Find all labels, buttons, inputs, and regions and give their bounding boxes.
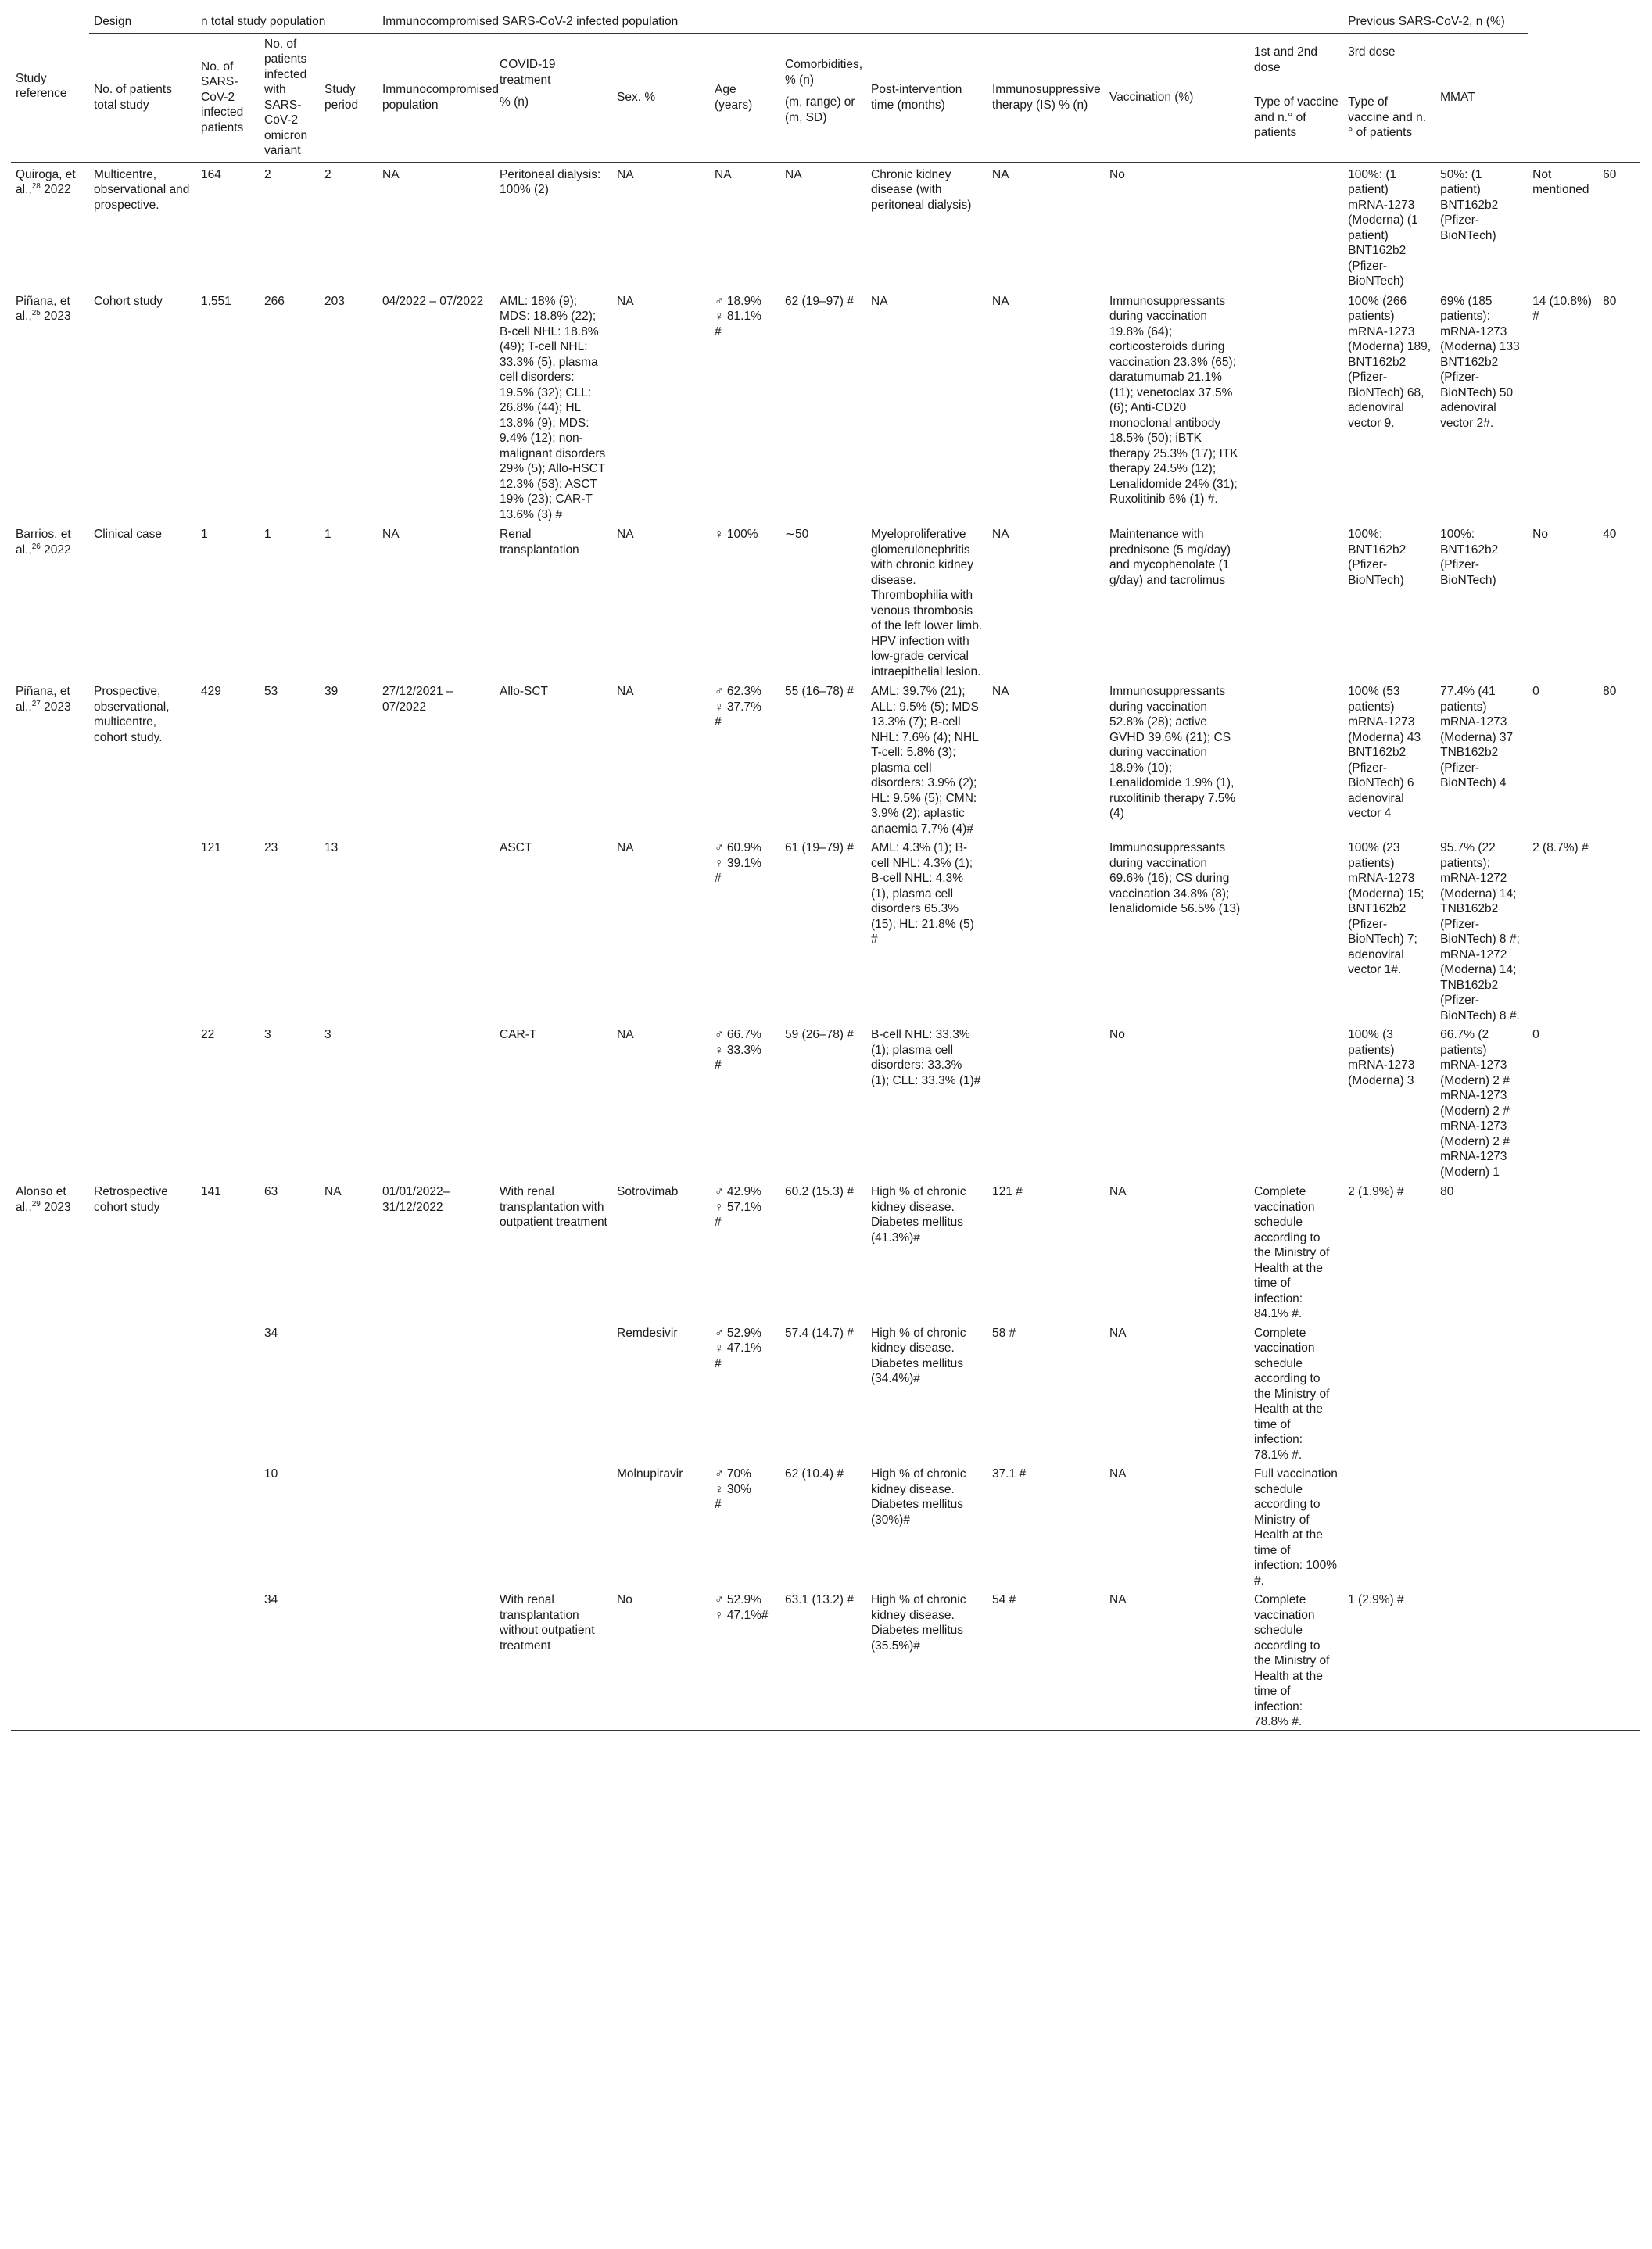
cell-dose-3: 80 [1440,1185,1454,1198]
col-immunosuppressive: Immunosuppressive therapy (IS) % (n) [992,83,1101,112]
cell-treatment: No [617,1593,632,1606]
cell-dose-1-2: 1 (2.9%) # [1348,1593,1404,1606]
cell-mmat-score: 60 [1603,167,1617,181]
study-ref-citation: 29 [31,1199,41,1209]
cell-age: 55 (16–78) # [785,685,854,698]
cell-period: NA [382,167,400,181]
cell-population: ASCT [500,841,532,854]
cell-omicron [320,1322,378,1463]
cell-population: Allo-SCT [500,685,549,698]
cell-omicron [320,1588,378,1730]
cell-comorbidities: Chronic kidney disease (with peritoneal dialysis) [871,167,972,212]
cell-dose-1-2: 2 (1.9%) # [1348,1185,1404,1198]
cell-period: 04/2022 – 07/2022 [382,294,484,308]
study-ref-text: Piñana, et al., [16,294,70,323]
cell-mmat: 0 [1532,685,1539,698]
cell-infected: 34 [264,1593,278,1606]
table-body [11,162,1640,1730]
cell-post-intervention: 121 # [992,1185,1023,1198]
cell-design [89,1023,196,1180]
table-header [11,11,1640,162]
table-row [11,162,1640,289]
cell-vaccination [1249,1023,1343,1180]
cell-vaccination [1249,522,1343,679]
study-ref-year: 2023 [40,700,71,714]
cell-mmat-score [1598,1463,1640,1588]
cell-age: 62 (10.4) # [785,1467,844,1481]
col-vaccination: Vaccination (%) [1109,90,1194,104]
cell-population: CAR-T [500,1028,537,1041]
cell-sex: ♂ 52.9% ♀ 47.1%# [715,1593,769,1622]
cell-omicron: 39 [324,685,339,698]
cell-total [196,1322,260,1463]
cell-population: Renal transplantation [500,528,579,557]
cell-sex: ♂ 66.7% ♀ 33.3% # [715,1028,761,1072]
cell-design [89,836,196,1023]
table-row [11,522,1640,679]
cell-omicron: NA [324,1185,342,1198]
cell-post-intervention: NA [992,685,1009,698]
col-previous-group: Previous SARS-CoV-2, n (%) [1343,11,1528,33]
cell-immunosuppressive: Maintenance with prednisone (5 mg/day) and mycophenolate (1 g/day) and tacrolimus [1109,528,1231,587]
cell-treatment: NA [617,1028,634,1041]
cell-design: Cohort study [94,294,163,308]
cell-period [378,1023,495,1180]
study-ref-year: 2023 [40,1200,71,1214]
col-dose-3-sub: Type of vaccine and n.° of patients [1348,95,1427,140]
col-n-total-group: n total study population [196,11,378,33]
cell-dose-3 [1435,1322,1528,1463]
col-study-period: Study period [324,83,359,112]
cell-mmat-score [1598,1180,1640,1322]
cell-period [378,1588,495,1730]
study-ref-year: 2022 [40,543,71,557]
cell-mmat-score [1598,836,1640,1023]
cell-mmat-score [1598,1023,1640,1180]
cell-population [495,1463,612,1588]
cell-comorbidities: High % of chronic kidney disease. Diabetes mellitus (35.5%)# [871,1593,966,1653]
cell-study-reference [11,522,89,679]
cell-immunosuppressive: NA [1109,1593,1127,1606]
cell-design: Multicentre, observational and prospective. [94,167,190,212]
study-ref-text: Barrios, et al., [16,528,71,557]
cell-sex: ♂ 62.3% ♀ 37.7% # [715,685,761,729]
col-study-reference: Study reference [16,71,67,101]
cell-dose-1-2: 100%: BNT162b2 (Pfizer-BioNTech) [1348,528,1407,587]
cell-study-reference [11,162,89,289]
cell-immunosuppressive: No [1109,1028,1125,1041]
cell-sex: ♂ 18.9% ♀ 81.1% # [715,294,761,338]
cell-sex: ♂ 52.9% ♀ 47.1% # [715,1326,761,1370]
cell-omicron: 13 [324,841,339,854]
cell-total: 1 [201,528,208,541]
studies-table [11,11,1640,1731]
cell-dose-3: 66.7% (2 patients) mRNA-1273 (Modern) 2 # mRNA-1273 (Modern) 2 # mRNA-1273 (Modern) 2 # mRNA-1273 (Modern) 1 [1440,1028,1510,1179]
cell-dose-1-2: 100% (3 patients) mRNA-1273 (Moderna) 3 [1348,1028,1415,1087]
cell-treatment: NA [617,685,634,698]
cell-vaccination: Complete vaccination schedule according to the Ministry of Health at the time of infection: 78.8% #. [1254,1593,1330,1728]
cell-period: 01/01/2022– 31/12/2022 [382,1185,450,1214]
cell-treatment: NA [617,528,634,541]
cell-age: 60.2 (15.3) # [785,1185,854,1198]
cell-immunosuppressive: NA [1109,1467,1127,1481]
cell-vaccination [1249,162,1343,289]
cell-post-intervention [987,836,1105,1023]
cell-design [89,1463,196,1588]
cell-omicron: 2 [324,167,331,181]
cell-population: Peritoneal dialysis: 100% (2) [500,167,601,196]
cell-infected: 34 [264,1326,278,1340]
cell-omicron: 1 [324,528,331,541]
cell-comorbidities: High % of chronic kidney disease. Diabetes mellitus (30%)# [871,1467,966,1527]
cell-treatment: NA [617,294,634,308]
cell-population: With renal transplantation with outpatient treatment [500,1185,607,1229]
cell-immunosuppressive: Immunosuppressants during vaccination 69.6% (16); CS during vaccination 34.8% (8); lenalidomide 56.5% (13) [1109,841,1241,915]
cell-dose-3: 69% (185 patients): mRNA-1273 (Moderna) 133 BNT162b2 (Pfizer-BioNTech) 50 adenoviral vector 2#. [1440,294,1520,430]
table-row [11,1180,1640,1322]
header-spacer [1598,11,1640,33]
col-covid-treatment-sub: % (n) [500,95,529,109]
cell-study-reference [11,1023,89,1180]
cell-mmat-score: 80 [1603,294,1617,308]
cell-sex: ♂ 60.9% ♀ 39.1% # [715,841,761,885]
table-row [11,679,1640,836]
cell-age: 57.4 (14.7) # [785,1326,854,1340]
cell-mmat: Not mentioned [1532,167,1589,196]
study-ref-text: Alonso et al., [16,1185,66,1214]
cell-design: Clinical case [94,528,163,541]
col-dose-1-2-sub: Type of vaccine and n.° of patients [1254,95,1338,140]
cell-infected: 23 [264,841,278,854]
cell-infected: 63 [264,1185,278,1198]
table-row [11,1023,1640,1180]
cell-design: Retrospective cohort study [94,1185,168,1214]
table-row [11,1463,1640,1588]
cell-immunosuppressive: Immunosuppressants during vaccination 52.8% (28); active GVHD 39.6% (21); CS during vaccination 18.9% (10); Lenalidomide 1.9% (1), ruxolitinib therapy 7.5% (4) [1109,685,1236,820]
cell-age: 61 (19–79) # [785,841,854,854]
cell-study-reference [11,836,89,1023]
cell-sex: ♂ 70% ♀ 30% # [715,1467,751,1511]
study-ref-year: 2023 [40,310,71,323]
cell-population: With renal transplantation without outpatient treatment [500,1593,595,1653]
cell-dose-1-2 [1343,1322,1435,1463]
col-immuno-population: Immunocompromised population [382,83,500,112]
cell-population: AML: 18% (9); MDS: 18.8% (22); B-cell NHL: 18.8% (49); T-cell NHL: 33.3% (5), plasma cell disorders: 19.5% (32); CLL: 26.8% (44); HL 13.8% (9); MDS: 9.4% (12); non-malignant disorders 29% (5); Allo-HSCT 12.3% (53); ASCT 19% (23); CAR-T 13.6% (3) # [500,294,606,521]
cell-comorbidities: AML: 39.7% (21); ALL: 9.5% (5); MDS 13.3% (7); B-cell NHL: 7.6% (4); NHL T-cell: 5.8% (3); plasma cell disorders: 3.9% (2); HL: 9.5% (5); CMN: 3.9% (2); aplastic anaemia 7.7% (4)# [871,685,979,836]
study-ref-citation: 28 [31,181,41,191]
cell-mmat [1528,1322,1598,1463]
cell-total: 141 [201,1185,221,1198]
cell-infected: 2 [264,167,271,181]
table-row [11,1322,1640,1463]
cell-age: NA [785,167,802,181]
cell-total: 22 [201,1028,215,1041]
cell-omicron: 3 [324,1028,331,1041]
cell-sex: ♀ 100% [715,528,758,541]
cell-treatment: NA [617,841,634,854]
cell-comorbidities: High % of chronic kidney disease. Diabetes mellitus (34.4%)# [871,1326,966,1385]
cell-design [89,1322,196,1463]
cell-total [196,1588,260,1730]
cell-vaccination: Complete vaccination schedule according to the Ministry of Health at the time of infection: 78.1% #. [1254,1326,1330,1462]
cell-period: 27/12/2021 – 07/2022 [382,685,453,714]
cell-population [495,1322,612,1463]
cell-study-reference [11,679,89,836]
col-design: Design [89,11,196,33]
study-ref-text: Piñana, et al., [16,685,70,714]
col-sex: Sex. % [617,90,656,104]
cell-sex: NA [715,167,732,181]
cell-study-reference [11,1463,89,1588]
cell-post-intervention: 54 # [992,1593,1016,1606]
cell-immunosuppressive: NA [1109,1326,1127,1340]
col-dose-3: 3rd dose [1343,41,1435,91]
cell-infected: 1 [264,528,271,541]
cell-mmat [1528,1463,1598,1588]
cell-omicron: 203 [324,294,345,308]
cell-comorbidities: B-cell NHL: 33.3% (1); plasma cell disorders: 33.3% (1); CLL: 33.3% (1)# [871,1028,981,1087]
cell-mmat-score [1598,1322,1640,1463]
cell-post-intervention: 58 # [992,1326,1016,1340]
col-comorbidities-sub: (m, range) or (m, SD) [785,95,855,124]
cell-mmat: No [1532,528,1548,541]
cell-dose-3: 77.4% (41 patients) mRNA-1273 (Moderna) 37 TNB162b2 (Pfizer-BioNTech) 4 [1440,685,1514,790]
col-no-patients-total: No. of patients total study [94,83,172,112]
cell-infected: 266 [264,294,285,308]
cell-dose-3: 95.7% (22 patients); mRNA-1272 (Moderna) 14; TNB162b2 (Pfizer-BioNTech) 8 #; mRNA-1272 (Moderna) 14; TNB162b2 (Pfizer-BioNTech) 8 #. [1440,841,1520,1022]
col-comorbidities: Comorbidities, % (n) [780,33,866,91]
cell-vaccination [1249,836,1343,1023]
cell-post-intervention: 37.1 # [992,1467,1027,1481]
cell-mmat: 2 (8.7%) # [1532,841,1589,854]
cell-sex: ♂ 42.9% ♀ 57.1% # [715,1185,761,1229]
cell-treatment: Molnupiravir [617,1467,683,1481]
cell-total [196,1463,260,1588]
study-ref-year: 2022 [40,183,71,196]
table-row [11,289,1640,523]
cell-mmat-score: 80 [1603,685,1617,698]
cell-total: 121 [201,841,221,854]
cell-study-reference [11,1588,89,1730]
cell-treatment: Remdesivir [617,1326,678,1340]
cell-post-intervention: NA [992,294,1009,308]
col-age: Age (years) [715,83,753,112]
cell-immunosuppressive: NA [1109,1185,1127,1198]
cell-total: 1,551 [201,294,231,308]
cell-post-intervention: NA [992,167,1009,181]
header-spacer [1528,33,1598,162]
cell-treatment: NA [617,167,634,181]
col-covid-treatment: COVID-19 treatment [495,33,612,91]
cell-comorbidities: Myeloproliferative glomerulonephritis with chronic kidney disease. Thrombophilia with venous thrombosis of the left lower limb. HPV infection with low-grade cervical intraepithelial lesion. [871,528,983,679]
cell-dose-3: 100%: BNT162b2 (Pfizer-BioNTech) [1440,528,1499,587]
cell-dose-3 [1435,1463,1528,1588]
cell-age: ∼50 [785,528,809,541]
cell-mmat [1528,1588,1598,1730]
cell-vaccination: Complete vaccination schedule according to the Ministry of Health at the time of infection: 84.1% #. [1254,1185,1330,1320]
cell-dose-3 [1435,1588,1528,1730]
cell-infected: 3 [264,1028,271,1041]
col-no-infected: No. of SARS-CoV-2 infected patients [201,59,244,134]
cell-post-intervention: NA [992,528,1009,541]
table-row [11,836,1640,1023]
cell-age: 63.1 (13.2) # [785,1593,854,1606]
cell-period: NA [382,528,400,541]
cell-mmat: 14 (10.8%) # [1532,294,1592,323]
study-ref-text: Quiroga, et al., [16,167,76,196]
cell-treatment: Sotrovimab [617,1185,679,1198]
cell-age: 59 (26–78) # [785,1028,854,1041]
cell-period [378,1463,495,1588]
cell-infected: 53 [264,685,278,698]
cell-dose-1-2: 100% (53 patients) mRNA-1273 (Moderna) 43 BNT162b2 (Pfizer-BioNTech) 6 adenoviral vector 4 [1348,685,1421,820]
cell-vaccination [1249,679,1343,836]
cell-vaccination: Full vaccination schedule according to Ministry of Health at the time of infection: 100% #. [1254,1467,1338,1588]
cell-mmat: 0 [1532,1028,1539,1041]
cell-infected: 10 [264,1467,278,1481]
cell-mmat [1528,1180,1598,1322]
cell-design: Prospective, observational, multicentre, cohort study. [94,685,170,744]
cell-immunosuppressive: No [1109,167,1125,181]
col-immuno-group: Immunocompromised SARS-CoV-2 infected population [378,11,1343,33]
cell-study-reference [11,1322,89,1463]
cell-comorbidities: High % of chronic kidney disease. Diabetes mellitus (41.3%)# [871,1185,966,1244]
cell-dose-1-2: 100% (266 patients) mRNA-1273 (Moderna) 189, BNT162b2 (Pfizer-BioNTech) 68, adenoviral vector 9. [1348,294,1432,430]
cell-total: 164 [201,167,221,181]
table-row [11,1588,1640,1730]
cell-mmat-score [1598,1588,1640,1730]
cell-total: 429 [201,685,221,698]
study-ref-citation: 27 [31,699,41,708]
cell-immunosuppressive: Immunosuppressants during vaccination 19.8% (64); corticosteroids during vaccination 23.3% (65); daratumumab 21.1% (11); venetoclax 37.5% (6); Anti-CD20 monoclonal antibody 18.5% (50); iBTK therapy 25.3% (17); ITK therapy 24.5% (12); Lenalidomide 24% (31); Ruxolitinib 6% (1) #. [1109,294,1238,506]
col-dose-1-2: 1st and 2nd dose [1249,41,1343,91]
col-post-intervention: Post-intervention time (months) [871,83,962,112]
cell-dose-1-2 [1343,1463,1435,1588]
cell-design [89,1588,196,1730]
study-ref-citation: 25 [31,308,41,317]
cell-mmat-score: 40 [1603,528,1617,541]
cell-period [378,1322,495,1463]
cell-age: 62 (19–97) # [785,294,854,308]
cell-comorbidities: AML: 4.3% (1); B-cell NHL: 4.3% (1); B-cell NHL: 4.3% (1), plasma cell disorders 65.3% (15); HL: 21.8% (5) # [871,841,974,946]
cell-comorbidities: NA [871,294,888,308]
study-ref-citation: 26 [31,542,41,551]
cell-dose-1-2: 100%: (1 patient) mRNA-1273 (Moderna) (1 patient) BNT162b2 (Pfizer-BioNTech) [1348,167,1418,288]
cell-study-reference [11,1180,89,1322]
col-mmat: MMAT [1440,90,1475,104]
cell-vaccination [1249,289,1343,523]
cell-period [378,836,495,1023]
cell-omicron [320,1463,378,1588]
col-no-omicron: No. of patients infected with SARS-CoV-2 omicron variant [264,37,308,157]
cell-study-reference [11,289,89,523]
cell-post-intervention [987,1023,1105,1180]
cell-dose-3: 50%: (1 patient) BNT162b2 (Pfizer-BioNTech) [1440,167,1499,242]
cell-dose-1-2: 100% (23 patients) mRNA-1273 (Moderna) 15; BNT162b2 (Pfizer-BioNTech) 7; adenoviral vector 1#. [1348,841,1424,976]
